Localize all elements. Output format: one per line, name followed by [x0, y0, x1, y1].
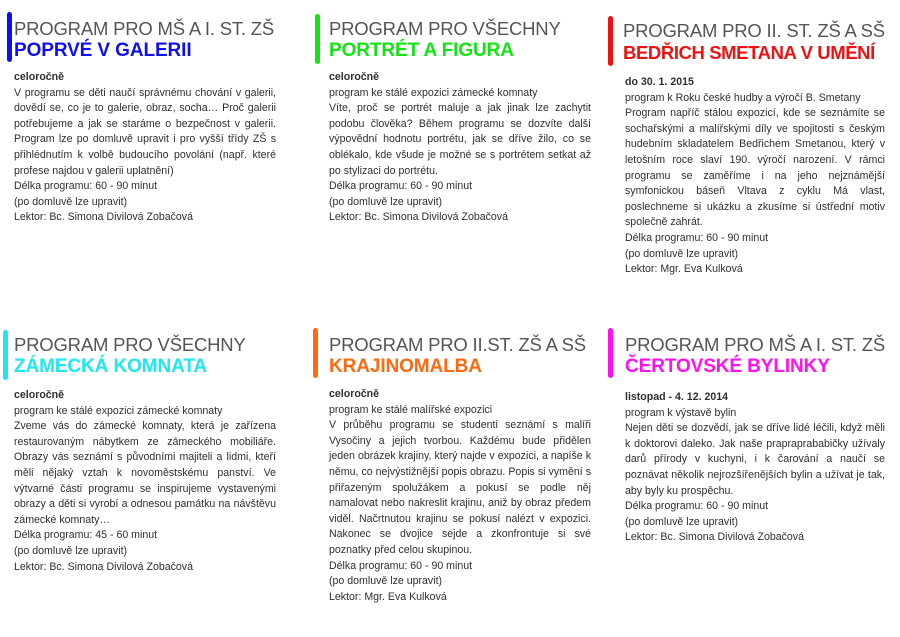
program-audience: PROGRAM PRO II.ST. ZŠ A SŠ [329, 334, 586, 355]
program-description: Zveme vás do zámecké komnaty, která je zařízena restaurovaným nábytkem ze zámeckého mobiliáře. Obrazy vás seznámí s původními majiteli a lidmi, kteří měli nějaký vztah k novoměstskému panství. Ve výtvarné části programu se inspirujeme vystavenými obrazy a děti si vyrobí a odnesou památku na návštěvu zámecké komnaty… [14, 420, 276, 526]
program-header [14, 334, 246, 378]
program-date: listopad - 4. 12. 2014 [625, 391, 729, 403]
program-note: (po domluvě lze upravit) [329, 195, 443, 208]
program-note: (po domluvě lze upravit) [14, 195, 128, 208]
program-title: ČERTOVSKÉ BYLINKY [625, 356, 830, 377]
program-lecturer: Lektor: Bc. Simona Divilová Zobačová [14, 560, 193, 573]
program-subtitle: program k Roku české hudby a výročí B. Smetany [625, 91, 861, 104]
program-title: KRAJINOMALBA [329, 356, 482, 377]
program-date: celoročně [14, 389, 65, 401]
program-duration: Délka programu: 45 - 60 minut [14, 529, 158, 542]
program-description: Víte, proč se portrét maluje a jak jinak lze zachytit podobu člověka? Během programu se dozvíte další výpovědní hodnotu portrétu, jak se dříve žilo, co se oblékalo, kde všude je možné se s portrétem setkat až po stylizaci do portrétu. [329, 102, 591, 177]
program-subtitle: program k výstavě bylin [625, 406, 737, 419]
program-lecturer: Lektor: Bc. Simona Divilová Zobačová [329, 211, 508, 224]
accent-bar [313, 328, 318, 378]
program-header [623, 20, 885, 64]
program-body [329, 70, 591, 226]
program-description: V programu se děti naučí správnému chování v galerii, dovědí se, co je to galerie, obraz, socha… Proč galerii potřebujeme a jak se staráme o bezpečnost v galerii. Program lze po domluvě upravit i pro vyšší třídy ZŠ s přihlédnutím k volbě budoucího povolání (např. které profese najdou v galerii uplatnění) [14, 86, 276, 177]
program-duration: Délka programu: 60 - 90 minut [329, 559, 473, 572]
accent-bar [3, 330, 8, 380]
program-body [329, 387, 591, 605]
program-subtitle: program ke stálé malířské expozici [329, 403, 493, 416]
program-description: Nejen děti se dozvědí, jak se dříve lidé léčili, když měli k doktorovi daleko. Jak naše prapraprababičky užívaly darů přírody v kuchyni, i k čarování a naučí se poznávat několik nejrozšířenějších bylin a užívat je tak, aby byly ku prospěchu. [625, 422, 885, 497]
program-title: ZÁMECKÁ KOMNATA [14, 356, 208, 377]
program-description: Program napříč stálou expozicí, kde se seznámíte se sochařskými a malířskými díly ve spojitosti s českým hudebním skladatelem Bedřichem Smetanou, který v letošním roce slaví 190. výročí narození. V rámci programu se zaměříme i na jeho nejznámější symfonickou báseň Vltava z cyklu Má vlast, poslechneme si ukázku a zkusíme si ústřední motiv společně zahrát. [625, 107, 885, 229]
accent-bar [608, 16, 613, 66]
program-audience: PROGRAM PRO MŠ A I. ST. ZŠ [14, 18, 275, 39]
program-duration: Délka programu: 60 - 90 minut [14, 180, 158, 193]
program-lecturer: Lektor: Bc. Simona Divilová Zobačová [625, 531, 804, 544]
program-duration: Délka programu: 60 - 90 minut [625, 500, 769, 513]
program-date: do 30. 1. 2015 [625, 76, 694, 88]
program-body [14, 70, 276, 226]
program-title: PORTRÉT A FIGURA [329, 40, 514, 61]
program-header [14, 18, 274, 62]
program-subtitle: program ke stálé expozici zámecké komnaty [14, 404, 223, 417]
program-note: (po domluvě lze upravit) [14, 544, 128, 557]
program-title: BEDŘICH SMETANA V UMĚNÍ [623, 42, 875, 63]
program-date: celoročně [329, 71, 380, 83]
program-body [625, 390, 885, 546]
program-note: (po domluvě lze upravit) [625, 515, 739, 528]
program-audience: PROGRAM PRO MŠ A I. ST. ZŠ [625, 334, 886, 355]
accent-bar [608, 328, 613, 378]
program-description: V průběhu programu se studenti seznámí s malíři Vysočiny a jejich tvorbou. Každému bude přidělen jeden obrázek krajiny, který najde v expozici, a napíše k němu, co nejvýstižnější popis obrazu. Popis si vymění s přiřazeným spolužákem a pokusí se podle něj namalovat nebo nakreslit krajinu, aniž by obraz předem viděl. Načrtnutou krajinu se pokusí nalézt v expozici. Nakonec se dvojice sejde a zkonfrontuje si své poznatky před celou skupinou. [329, 419, 591, 556]
program-title: POPRVÉ V GALERII [14, 40, 192, 61]
program-audience: PROGRAM PRO II. ST. ZŠ A SŠ [623, 20, 885, 41]
program-note: (po domluvě lze upravit) [329, 575, 443, 588]
program-duration: Délka programu: 60 - 90 minut [329, 180, 473, 193]
program-header [625, 334, 885, 378]
program-lecturer: Lektor: Mgr. Eva Kulková [329, 590, 447, 603]
program-note: (po domluvě lze upravit) [625, 247, 739, 260]
program-body [14, 388, 276, 575]
program-duration: Délka programu: 60 - 90 minut [625, 231, 769, 244]
program-body [625, 75, 885, 278]
program-audience: PROGRAM PRO VŠECHNY [329, 18, 561, 39]
program-date: celoročně [329, 388, 380, 400]
program-subtitle: program ke stálé expozici zámecké komnaty [329, 86, 538, 99]
program-header [329, 18, 561, 62]
program-lecturer: Lektor: Mgr. Eva Kulková [625, 263, 743, 276]
program-lecturer: Lektor: Bc. Simona Divilová Zobačová [14, 211, 193, 224]
program-audience: PROGRAM PRO VŠECHNY [14, 334, 246, 355]
accent-bar [7, 12, 12, 62]
program-date: celoročně [14, 71, 65, 83]
accent-bar [315, 14, 320, 64]
program-header [329, 334, 586, 378]
